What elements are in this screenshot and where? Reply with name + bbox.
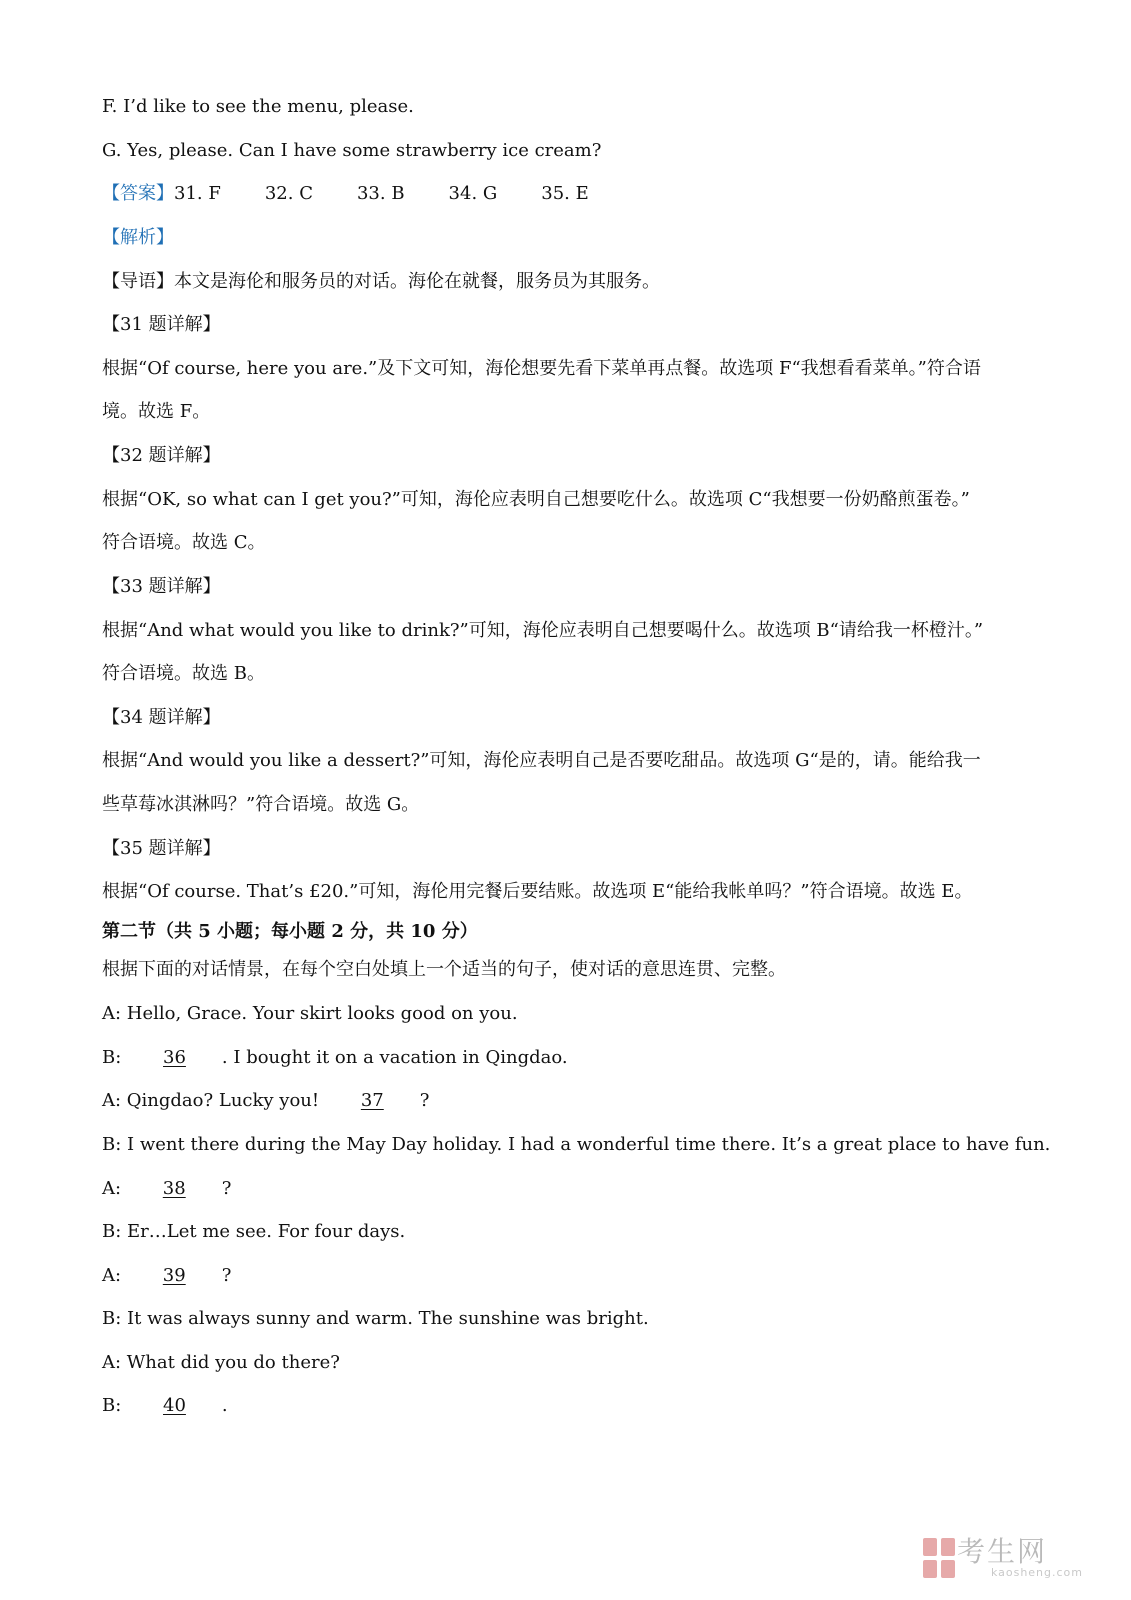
blank-number: 38 [162, 1178, 186, 1199]
detail-line: 根据“Of course, here you are.”及下文可知，海伦想要先看下菜单再点餐。故选项 F“我想看看菜单。”符合语 [102, 358, 981, 379]
option-g: G. Yes, please. Can I have some strawberry ice cream? [102, 140, 602, 161]
dialogue-line: A: Hello, Grace. Your skirt looks good on you. [102, 1003, 518, 1024]
watermark-cn: 考生网 [956, 1535, 1047, 1568]
detail-line: 根据“Of course. That’s £20.”可知，海伦用完餐后要结账。故选项 E“能给我帐单吗？”符合语境。故选 E。 [102, 881, 973, 902]
dialogue-line [102, 1264, 231, 1288]
blank-number: 39 [162, 1265, 186, 1286]
speaker: B: [102, 1047, 128, 1068]
dialogue-line: B: I went there during the May Day holiday. I had a wonderful time there. It’s a great place to have fun. [102, 1134, 1051, 1155]
blank-40 [127, 1395, 222, 1416]
answer-item: 35. E [541, 183, 589, 204]
detail-line: 些草莓冰淇淋吗？”符合语境。故选 G。 [102, 794, 420, 815]
dialogue-line: A: What did you do there? [102, 1352, 340, 1373]
answer-item: 32. C [264, 183, 313, 204]
detail-heading: 【32 题详解】 [102, 445, 221, 466]
answer-item: 33. B [356, 183, 405, 204]
detail-heading: 【33 题详解】 [102, 576, 221, 597]
dialogue-line: B: Er…Let me see. For four days. [102, 1221, 406, 1242]
kaosheng-logo-icon [923, 1538, 951, 1578]
dialogue-text: ? [221, 1178, 232, 1199]
option-f: F. I’d like to see the menu, please. [102, 96, 414, 117]
answer-item: 31. F [174, 183, 221, 204]
detail-line: 根据“And would you like a dessert?”可知，海伦应表明自己是否要吃甜品。故选项 G“是的，请。能给我一 [102, 750, 981, 771]
dialogue-text: ? [221, 1265, 232, 1286]
detail-line: 境。故选 F。 [102, 401, 211, 422]
intro-text: 【导语】本文是海伦和服务员的对话。海伦在就餐，服务员为其服务。 [102, 271, 660, 292]
answer-label: 【答案】 [102, 183, 174, 204]
blank-number: 37 [360, 1090, 384, 1111]
blank-39 [127, 1265, 222, 1286]
detail-line: 根据“And what would you like to drink?”可知，海伦应表明自己想要喝什么。故选项 B“请给我一杯橙汁。” [102, 620, 984, 641]
detail-line: 符合语境。故选 B。 [102, 663, 265, 684]
dialogue-text: . [221, 1395, 228, 1416]
detail-heading: 【31 题详解】 [102, 314, 221, 335]
dialogue-text: ? [419, 1090, 430, 1111]
dialogue-line [102, 1046, 568, 1070]
dialogue-line [102, 1089, 429, 1113]
detail-heading: 【35 题详解】 [102, 838, 221, 859]
dialogue-line: B: It was always sunny and warm. The sunshine was bright. [102, 1308, 649, 1329]
speaker: A: [102, 1265, 127, 1286]
blank-36 [127, 1047, 222, 1068]
dialogue-line [102, 1177, 231, 1201]
detail-line: 根据“OK, so what can I get you?”可知，海伦应表明自己想要吃什么。故选项 C“我想要一份奶酪煎蛋卷。” [102, 489, 970, 510]
blank-37 [325, 1090, 420, 1111]
detail-line: 符合语境。故选 C。 [102, 532, 266, 553]
watermark [923, 1536, 1083, 1580]
answer-row [102, 182, 589, 206]
dialogue-line [102, 1394, 228, 1418]
dialogue-text: . I bought it on a vacation in Qingdao. [221, 1047, 568, 1068]
speaker: B: [102, 1395, 128, 1416]
watermark-en: kaosheng.com [990, 1566, 1083, 1579]
detail-heading: 【34 题详解】 [102, 707, 221, 728]
blank-number: 36 [163, 1047, 186, 1068]
answer-item: 34. G [448, 183, 498, 204]
analysis-label: 【解析】 [102, 227, 174, 248]
speaker: A: [102, 1178, 127, 1199]
section-title: 第二节（共 5 小题；每小题 2 分，共 10 分） [102, 921, 478, 942]
blank-number: 40 [163, 1395, 186, 1416]
section-instruction: 根据下面的对话情景，在每个空白处填上一个适当的句子，使对话的意思连贯、完整。 [102, 959, 786, 980]
blank-38 [127, 1178, 222, 1199]
dialogue-text: A: Qingdao? Lucky you! [102, 1090, 325, 1111]
